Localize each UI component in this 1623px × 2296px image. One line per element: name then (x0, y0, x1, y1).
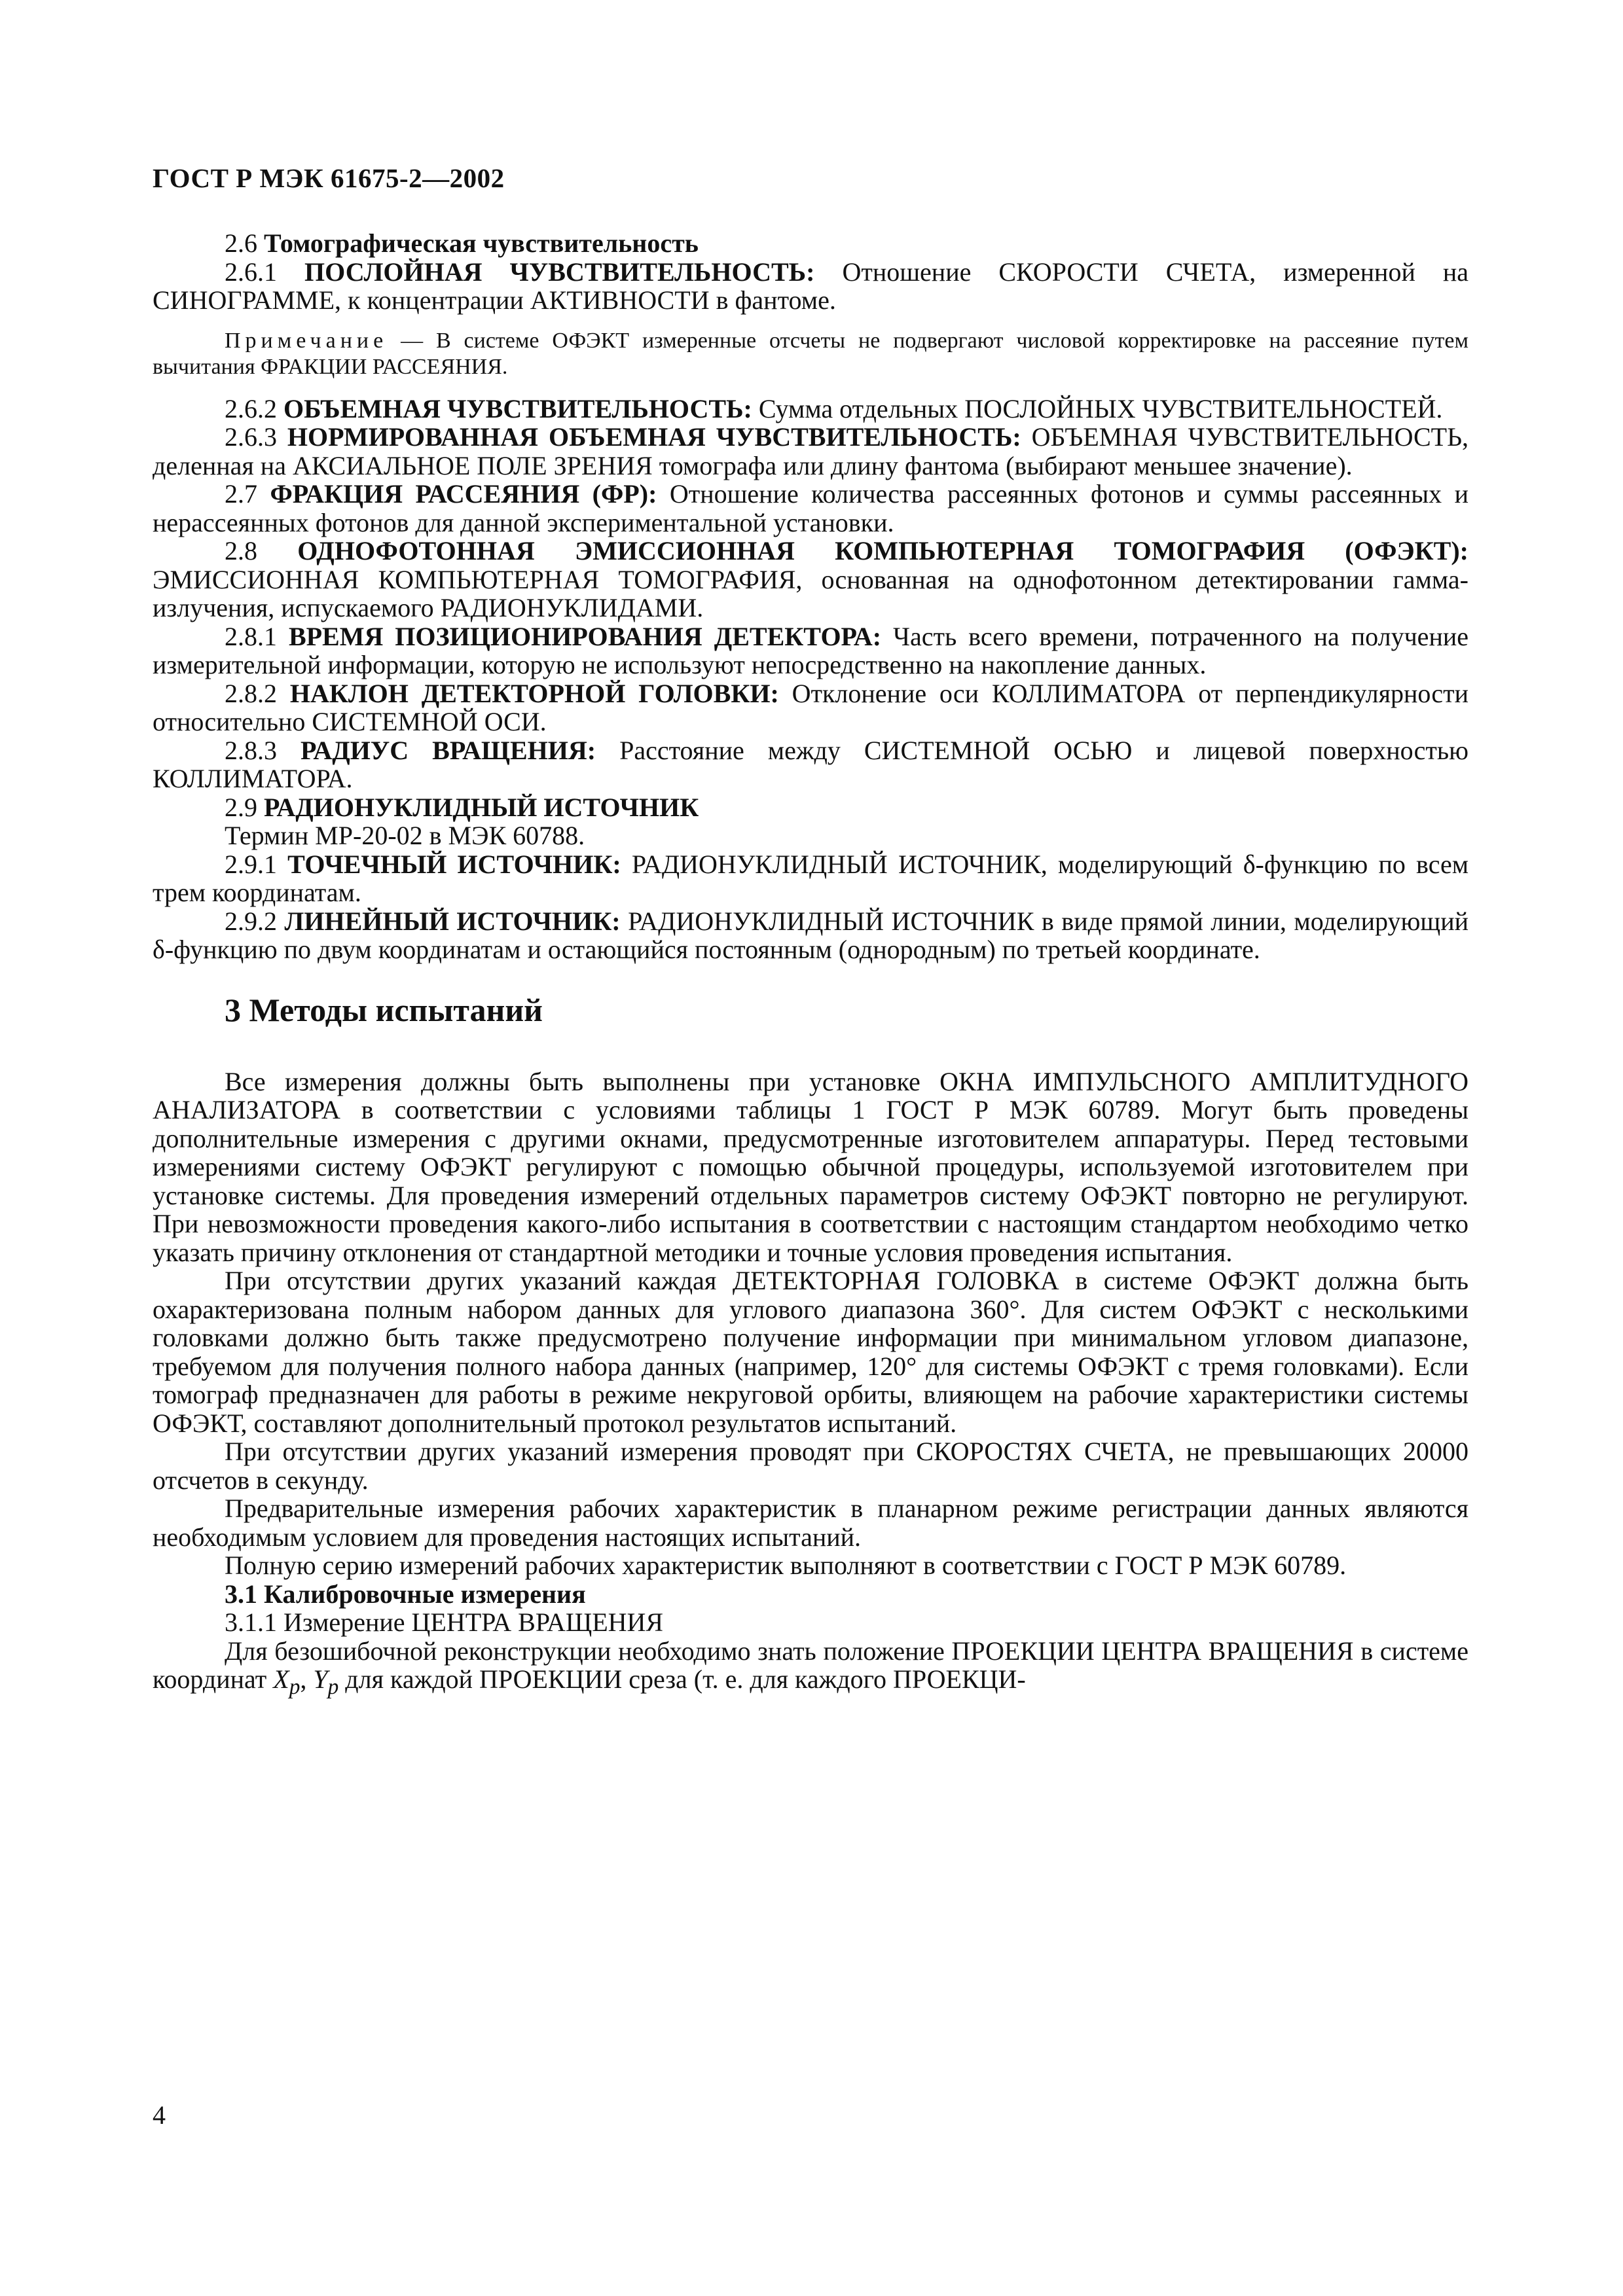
clause-2-8-2 (153, 679, 1468, 736)
clause-number: 2.9 (225, 792, 257, 822)
clause-title: Калибровочные измерения (264, 1579, 586, 1609)
clause-2-9-2 (153, 907, 1468, 964)
definition: Часть всего времени, потраченного на получение измерительной информации, которую не используют непосредственно на накопление данных. (153, 621, 1469, 679)
clause-2-8-3 (153, 736, 1468, 793)
clause-2-6-3 (153, 423, 1468, 480)
clause-number: 3.1.1 (225, 1607, 277, 1637)
clause-number: 3.1 (225, 1579, 257, 1609)
definition: Отклонение оси КОЛЛИМАТОРА от перпендикулярности относительно СИСТЕМНОЙ ОСИ. (153, 678, 1469, 736)
term: ПОСЛОЙНАЯ ЧУВСТВИТЕЛЬНОСТЬ: (304, 257, 815, 287)
section-3-paragraph: При отсутствии других указаний каждая ДЕТЕКТОРНАЯ ГОЛОВКА в системе ОФЭКТ должна быть охарактеризована полным набором данных для углового диапазона 360°. Для систем ОФЭКТ с несколькими головками должно быть также предусмотрено получение информации при минимальном угловом диапазоне, требуемом для получения полного набора данных (например, 120° для системы ОФЭКТ с тремя головками). Если томограф предназначен для работы в режиме некруговой орбиты, влияющем на рабочие характеристики системы ОФЭКТ, составляют дополнительный протокол результатов испытаний. (153, 1266, 1468, 1438)
definition: ОБЪЕМНАЯ ЧУВСТВИТЕЛЬНОСТЬ, деленная на АКСИАЛЬНОЕ ПОЛЕ ЗРЕНИЯ томографа или длину фантома (выбирают меньшее значение). (153, 422, 1469, 480)
term: ФРАКЦИЯ РАССЕЯНИЯ (ФР): (270, 479, 657, 509)
note-text: — В системе ОФЭКТ измеренные отсчеты не подвергают числовой корректировке на рассеяние путем вычитания ФРАКЦИИ РАССЕЯНИЯ. (153, 328, 1468, 379)
clause-number: 2.6.3 (225, 422, 277, 452)
note (153, 328, 1468, 380)
term: НОРМИРОВАННАЯ ОБЪЕМНАЯ ЧУВСТВИТЕЛЬНОСТЬ: (287, 422, 1021, 452)
clause-number: 2.9.1 (225, 849, 277, 879)
clause-number: 2.6.2 (225, 393, 277, 423)
document-body (153, 229, 1468, 1702)
term: ОДНОФОТОННАЯ ЭМИССИОННАЯ КОМПЬЮТЕРНАЯ ТОМОГРАФИЯ (ОФЭКТ): (297, 536, 1468, 565)
definition: ЭМИССИОННАЯ КОМПЬЮТЕРНАЯ ТОМОГРАФИЯ, основанная на однофотонном детектировании гамма-излучения, испускаемого РАДИОНУКЛИДАМИ. (153, 564, 1468, 622)
clause-title: Измерение ЦЕНТРА ВРАЩЕНИЯ (283, 1607, 664, 1637)
clause-2-8 (153, 537, 1468, 622)
clause-title: Томографическая чувствительность (264, 228, 699, 258)
coord-separator: , (300, 1664, 307, 1694)
term: НАКЛОН ДЕТЕКТОРНОЙ ГОЛОВКИ: (289, 678, 779, 708)
definition: Отношение количества рассеянных фотонов и суммы рассеянных и нерассеянных фотонов для данной экспериментальной установки. (153, 479, 1469, 537)
page-number: 4 (153, 2100, 166, 2130)
section-3-paragraph: При отсутствии других указаний измерения проводят при СКОРОСТЯХ СЧЕТА, не превышающих 20000 отсчетов в секунду. (153, 1437, 1468, 1495)
coord-y (313, 1664, 339, 1699)
coord-x-subscript: p (289, 1675, 301, 1699)
term: РАДИУС ВРАЩЕНИЯ: (301, 735, 596, 765)
coord-x (273, 1664, 301, 1699)
section-3-paragraph: Предварительные измерения рабочих характеристик в планарном режиме регистрации данных являются необходимым условием для проведения настоящих испытаний. (153, 1494, 1468, 1552)
clause-2-9-1 (153, 850, 1468, 907)
clause-number: 2.8 (225, 536, 257, 565)
definition: Расстояние между СИСТЕМНОЙ ОСЬЮ и лицевой поверхностью КОЛЛИМАТОРА. (153, 735, 1468, 793)
paragraph-text: для каждой ПРОЕКЦИИ среза (т. е. для каждого ПРОЕКЦИ- (345, 1664, 1026, 1694)
definition: Отношение СКОРОСТИ СЧЕТА, измеренной на СИНОГРАММЕ, к концентрации АКТИВНОСТИ в фантоме. (153, 257, 1469, 315)
coord-y-subscript: p (327, 1675, 339, 1699)
clause-number: 2.8.3 (225, 735, 277, 765)
clause-number: 2.8.1 (225, 621, 277, 651)
term: ЛИНЕЙНЫЙ ИСТОЧНИК: (284, 906, 621, 936)
note-label: Примечание (225, 328, 388, 353)
paragraph-text: Для безошибочной реконструкции необходимо знать положение ПРОЕКЦИИ ЦЕНТРА ВРАЩЕНИЯ в системе координат (153, 1636, 1468, 1694)
clause-3-1-1-paragraph (153, 1637, 1468, 1702)
term: РАДИОНУКЛИДНЫЙ ИСТОЧНИК (264, 792, 699, 822)
clause-2-6-1 (153, 258, 1468, 315)
clause-2-8-1 (153, 622, 1468, 679)
definition: РАДИОНУКЛИДНЫЙ ИСТОЧНИК, моделирующий δ-функцию по всем трем координатам. (153, 849, 1469, 907)
term: ВРЕМЯ ПОЗИЦИОНИРОВАНИЯ ДЕТЕКТОРА: (288, 621, 882, 651)
clause-number: 2.7 (225, 479, 257, 509)
coord-y-symbol: Y (313, 1664, 328, 1694)
clause-3-1 (153, 1580, 1468, 1609)
document-header: ГОСТ Р МЭК 61675-2—2002 (153, 163, 505, 193)
term: ОБЪЕМНАЯ ЧУВСТВИТЕЛЬНОСТЬ: (283, 393, 752, 423)
coord-x-symbol: X (273, 1664, 289, 1694)
clause-number: 2.6 (225, 228, 257, 258)
section-3-paragraph: Все измерения должны быть выполнены при установке ОКНА ИМПУЛЬСНОГО АМПЛИТУДНОГО АНАЛИЗАТОРА в соответствии с условиями таблицы 1 ГОСТ Р МЭК 60789. Могут быть проведены дополнительные измерения с другими окнами, предусмотренные изготовителем аппаратуры. Перед тестовыми измерениями систему ОФЭКТ регулируют с помощью обычной процедуры, используемой изготовителем при установке системы. Для проведения измерений отдельных параметров систему ОФЭКТ повторно не регулируют. При невозможности проведения какого-либо испытания в соответствии с настоящим стандартом необходимо четко указать причину отклонения от стандартной методики и точные условия проведения испытания. (153, 1066, 1468, 1267)
clause-2-7 (153, 480, 1468, 537)
definition: Сумма отдельных ПОСЛОЙНЫХ ЧУВСТВИТЕЛЬНОСТЕЙ. (758, 393, 1443, 423)
section-3-title: 3 Методы испытаний (225, 991, 543, 1028)
clause-2-9-text: Термин МР-20-02 в МЭК 60788. (225, 821, 585, 850)
clause-number: 2.6.1 (225, 257, 277, 287)
section-3-paragraph: Полную серию измерений рабочих характеристик выполняют в соответствии с ГОСТ Р МЭК 60789. (225, 1551, 1347, 1580)
term: ТОЧЕЧНЫЙ ИСТОЧНИК: (287, 849, 621, 879)
clause-2-6 (153, 229, 1468, 258)
clause-number: 2.9.2 (225, 906, 277, 936)
definition: РАДИОНУКЛИДНЫЙ ИСТОЧНИК в виде прямой линии, моделирующий δ-функцию по двум координатам и остающийся постоянным (однородным) по третьей координате. (153, 906, 1469, 964)
clause-3-1-1 (153, 1608, 1468, 1637)
clause-number: 2.8.2 (225, 678, 277, 708)
clause-2-9 (153, 793, 1468, 822)
clause-2-6-2 (153, 395, 1468, 423)
